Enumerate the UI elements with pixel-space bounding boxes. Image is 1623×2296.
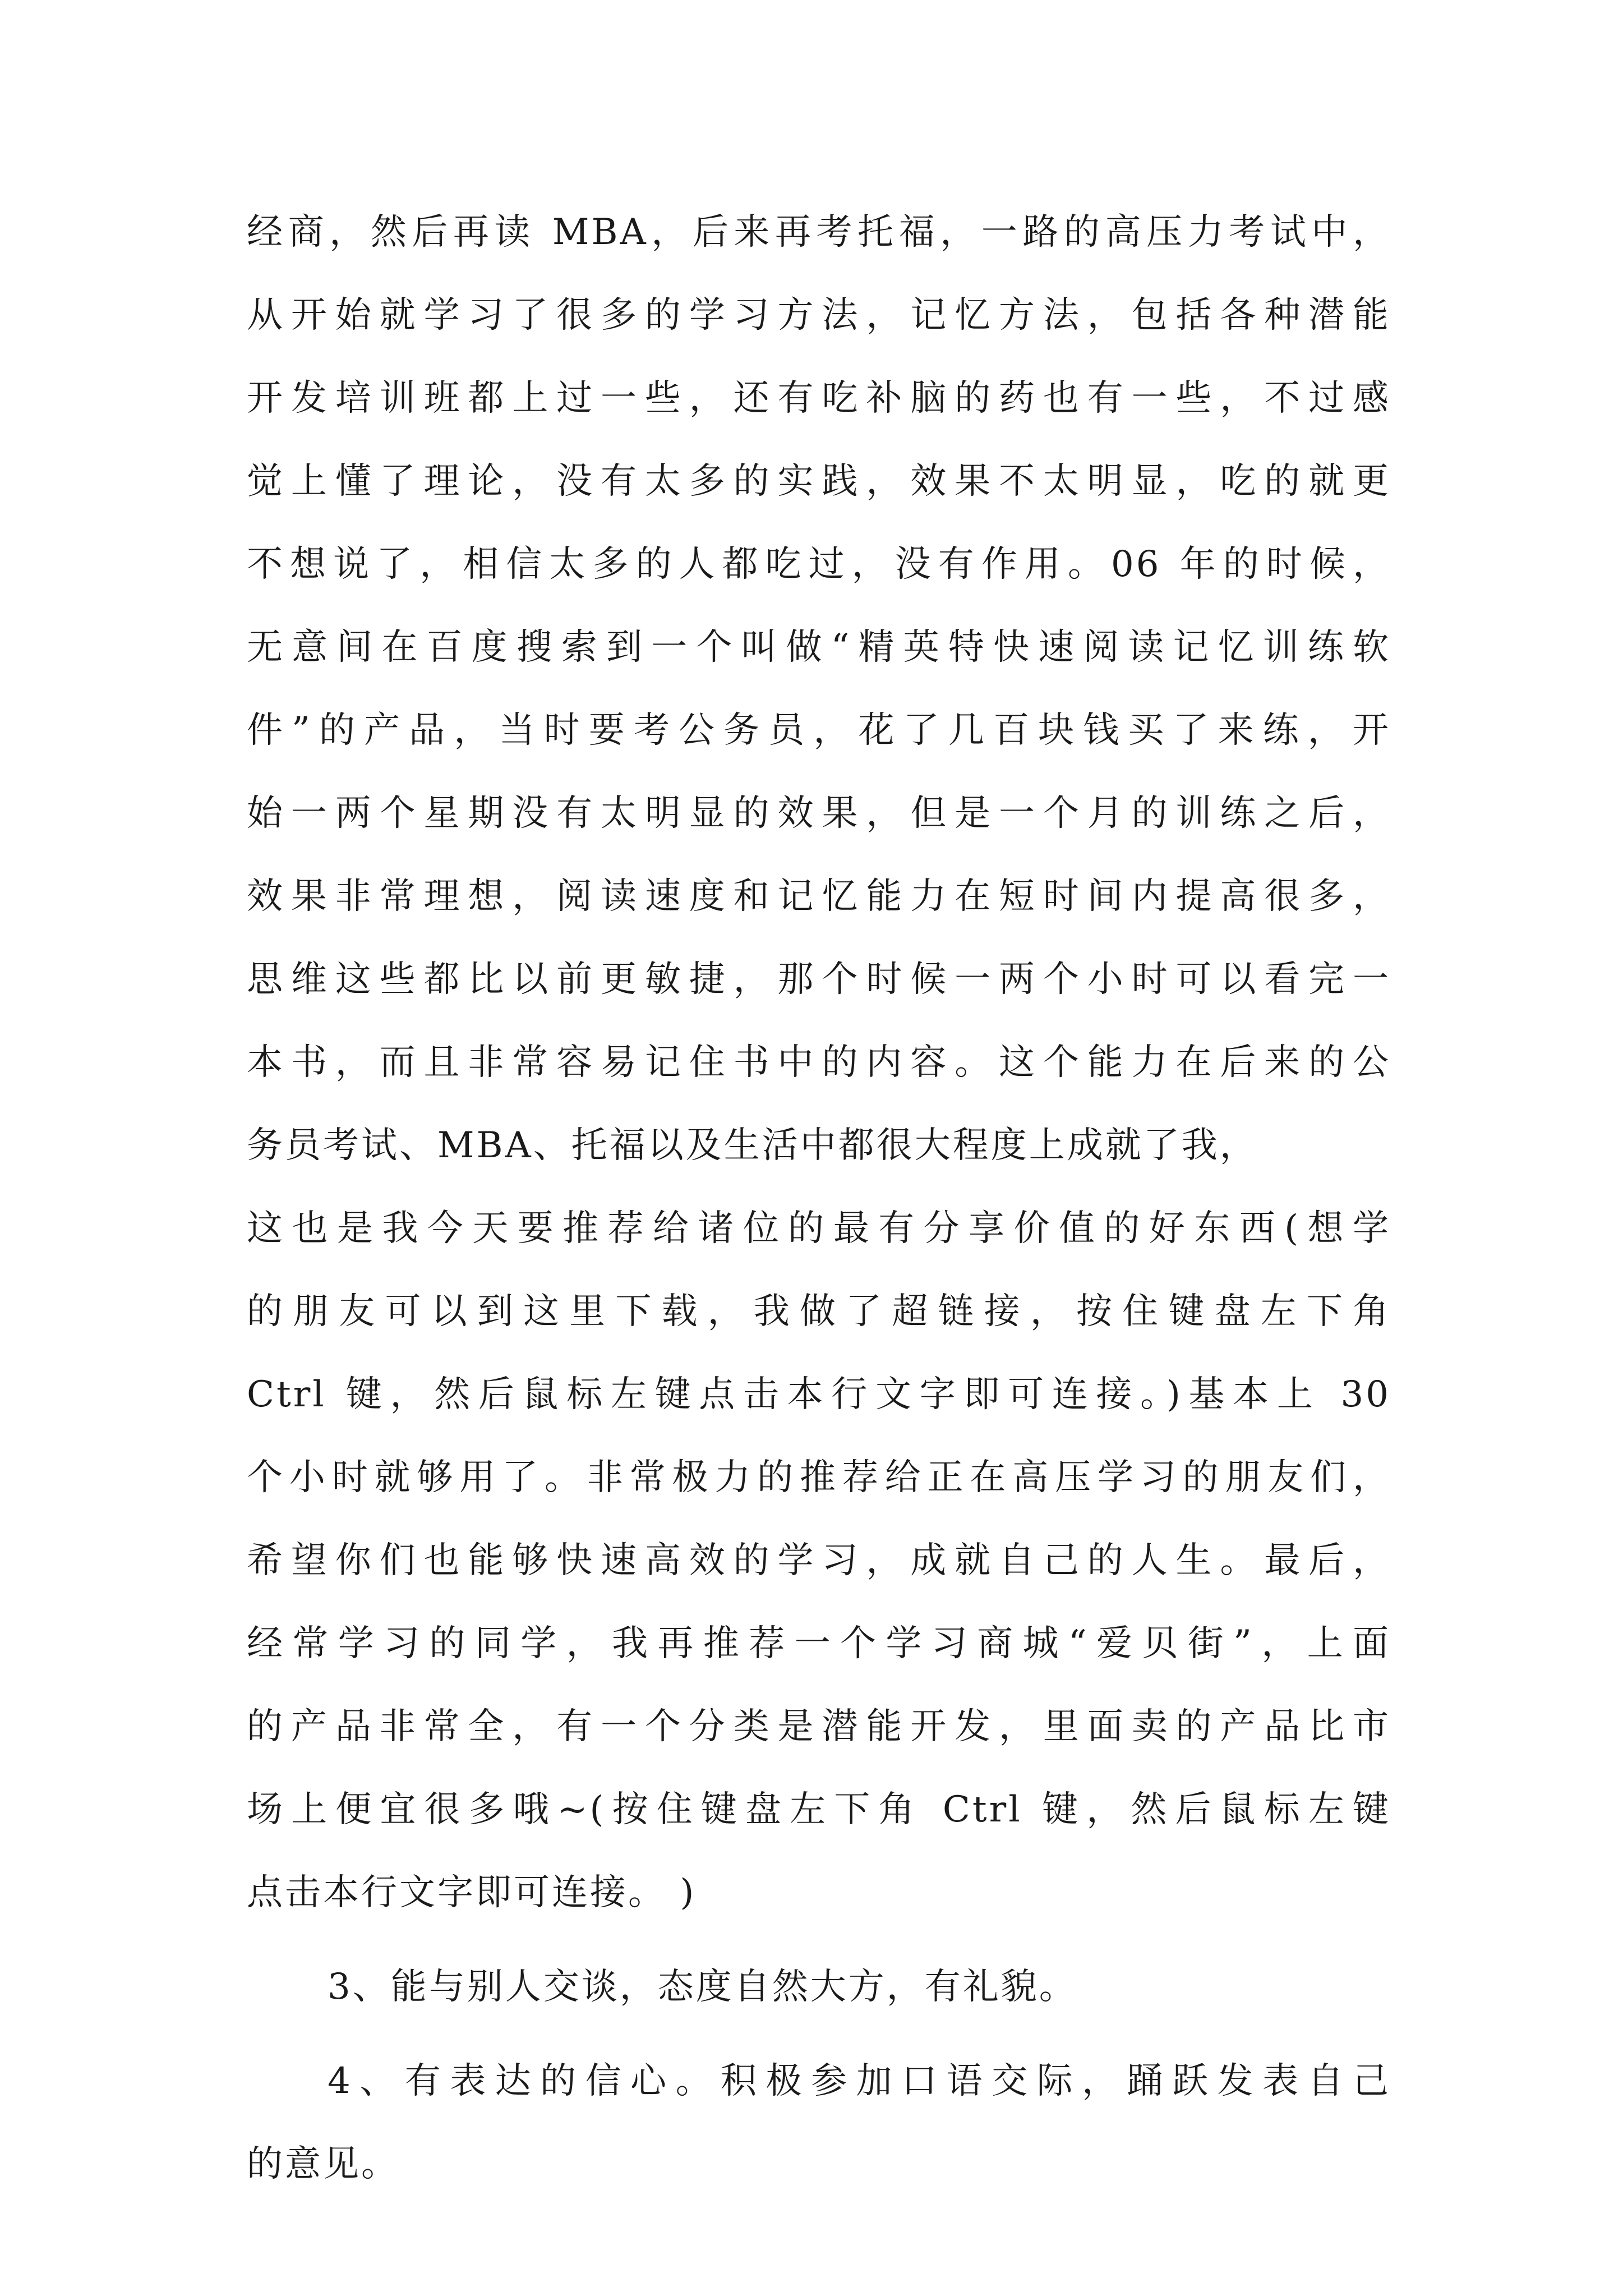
text-line: 觉上懂了理论，没有太多的实践，效果不太明显，吃的就更 [247,461,1391,502]
text-line: 始一两个星期没有太明显的效果，但是一个月的训练之后， [247,793,1391,834]
list-item-3 [247,1945,1391,2028]
text-line: 不想说了，相信太多的人都吃过，没有作用。06 年的时候， [247,544,1391,585]
text-line: Ctrl 键，然后鼠标左键点击本行文字即可连接。)基本上 30 [247,1374,1391,1415]
text-line: 经商，然后再读 MBA，后来再考托福，一路的高压力考试中， [247,211,1391,253]
text-line: 效果非常理想，阅读速度和记忆能力在短时间内提高很多， [247,876,1391,917]
text-line: 开发培训班都上过一些，还有吃补脑的药也有一些，不过感 [247,378,1391,419]
text-line: 的意见。 [247,2143,399,2185]
list-item-4 [247,2040,1391,2206]
text-line: 场上便宜很多哦~(按住键盘左下角 Ctrl 键，然后鼠标左键 [247,1789,1391,1830]
text-line: 点击本行文字即可连接。 ) [247,1872,697,1913]
text-line: 思维这些都比以前更敏捷，那个时候一两个小时可以看完一 [247,959,1391,1000]
text-line: 4、有表达的信心。积极参加口语交际，踊跃发表自己 [328,2060,1391,2102]
text-line: 的产品非常全，有一个分类是潜能开发，里面卖的产品比市 [247,1706,1391,1747]
text-line: 这也是我今天要推荐给诸位的最有分享价值的好东西(想学 [247,1208,1391,1249]
paragraph-main [247,191,1391,1934]
text-line: 希望你们也能够快速高效的学习，成就自己的人生。最后， [247,1540,1391,1581]
text-line: 件”的产品，当时要考公务员，花了几百块钱买了来练，开 [247,710,1391,751]
text-line: 务员考试、MBA、托福以及生活中都很大程度上成就了我， [247,1125,1258,1166]
text-line: 经常学习的同学，我再推荐一个学习商城“爱贝街”，上面 [247,1623,1391,1664]
text-line: 本书，而且非常容易记住书中的内容。这个能力在后来的公 [247,1042,1391,1083]
text-line: 从开始就学习了很多的学习方法，记忆方法，包括各种潜能 [247,295,1391,336]
text-line: 的朋友可以到这里下载，我做了超链接，按住键盘左下角 [247,1291,1391,1332]
text-line: 3、能与别人交谈，态度自然大方，有礼貌。 [328,1966,1077,2008]
document-body [247,191,1391,2206]
text-line: 个小时就够用了。非常极力的推荐给正在高压学习的朋友们， [247,1457,1391,1498]
text-line: 无意间在百度搜索到一个叫做“精英特快速阅读记忆训练软 [247,627,1391,668]
